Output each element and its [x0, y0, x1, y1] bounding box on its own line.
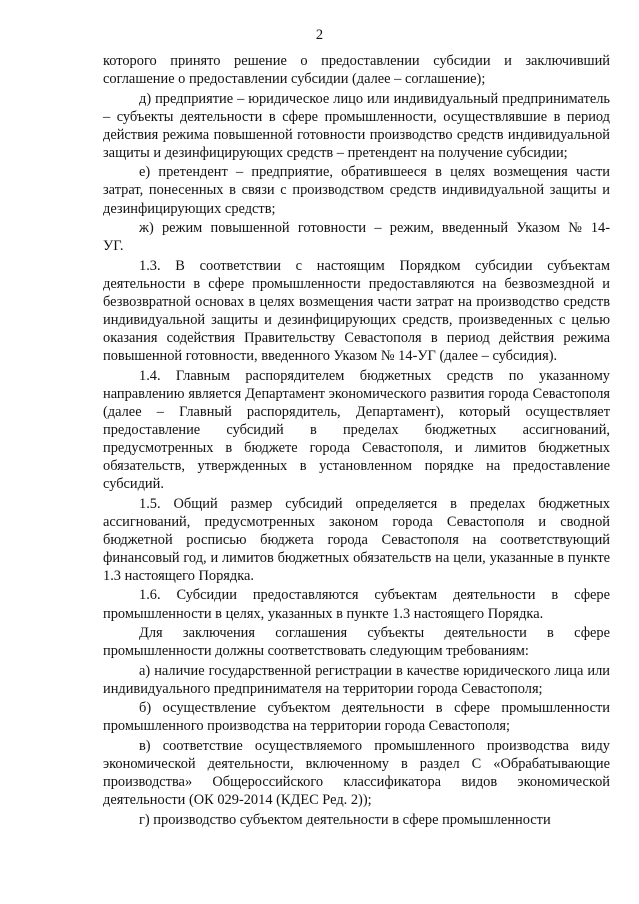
paragraph-requirement-b: б) осуществление субъектом деятельности в сфере промышленности промышленного производства на территории города Севастополя; — [103, 700, 610, 735]
page-number: 2 — [315, 27, 324, 43]
paragraph-definition-d: д) предприятие – юридическое лицо или индивидуальный предприниматель – субъекты деятельности в сфере промышленности, осуществлявшие в период действия режима повышенной готовности производство средств индивидуальной защиты и дезинфицирующих средств – претендент на получение субсидии; — [103, 90, 610, 161]
paragraph-1-6: 1.6. Субсидии предоставляются субъектам деятельности в сфере промышленности в целях, указанных в пункте 1.3 настоящего Порядка. — [103, 587, 610, 622]
paragraph-definition-e: е) претендент – предприятие, обратившееся в целях возмещения части затрат, понесенных в связи с производством средств индивидуальной защиты и дезинфицирующих средств; — [103, 164, 610, 217]
paragraph-requirements-intro: Для заключения соглашения субъекты деятельности в сфере промышленности должны соответствовать следующим требованиям: — [103, 625, 610, 660]
paragraph-requirement-g: г) производство субъектом деятельности в сфере промышленности — [139, 811, 551, 828]
paragraph-requirement-a: а) наличие государственной регистрации в качестве юридического лица или индивидуального предпринимателя на территории города Севастополя; — [103, 662, 610, 697]
paragraph-requirement-v: в) соответствие осуществляемого промышленного производства виду экономической деятельности, включенному в раздел С «Обрабатывающие производства» Общероссийского классификатора видов экономической деятельности (ОК 029-2014 (КДЕС Ред. 2)); — [103, 737, 610, 809]
paragraph-definition-zh: ж) режим повышенной готовности – режим, введенный Указом № 14-УГ. — [103, 220, 610, 255]
paragraph-1-4: 1.4. Главным распорядителем бюджетных средств по указанному направлению является Департамент экономического развития города Севастополя (далее – Главный распорядитель, Департамент), который осуществляет предоставление субсидий в пределах бюджетных ассигнований, предусмотренных в бюджете города Севастополя, и лимитов бюджетных обязательств, утвержденных в установленном порядке на предоставление субсидий. — [103, 367, 610, 493]
paragraph-1-3: 1.3. В соответствии с настоящим Порядком субсидии субъектам деятельности в сфере промышленности предоставляются на безвозмездной и безвозвратной основах в целях возмещения части затрат на производство средств индивидуальной защиты и дезинфицирующих средств, произведенных с целью оказания содействия Правительству Севастополя в период действия режима повышенной готовности, введенного Указом № 14-УГ (далее – субсидия). — [103, 257, 610, 365]
document-body — [103, 52, 610, 830]
paragraph-definition-c-continued: которого принято решение о предоставлении субсидии и заключивший соглашение о предоставлении субсидии (далее – соглашение); — [103, 53, 610, 88]
paragraph-1-5: 1.5. Общий размер субсидий определяется в пределах бюджетных ассигнований, предусмотренных законом города Севастополя и сводной бюджетной росписью бюджета города Севастополя на соответствующий финансовый год, и лимитов бюджетных обязательств на цели, указанные в пункте 1.3 настоящего Порядка. — [103, 495, 610, 584]
